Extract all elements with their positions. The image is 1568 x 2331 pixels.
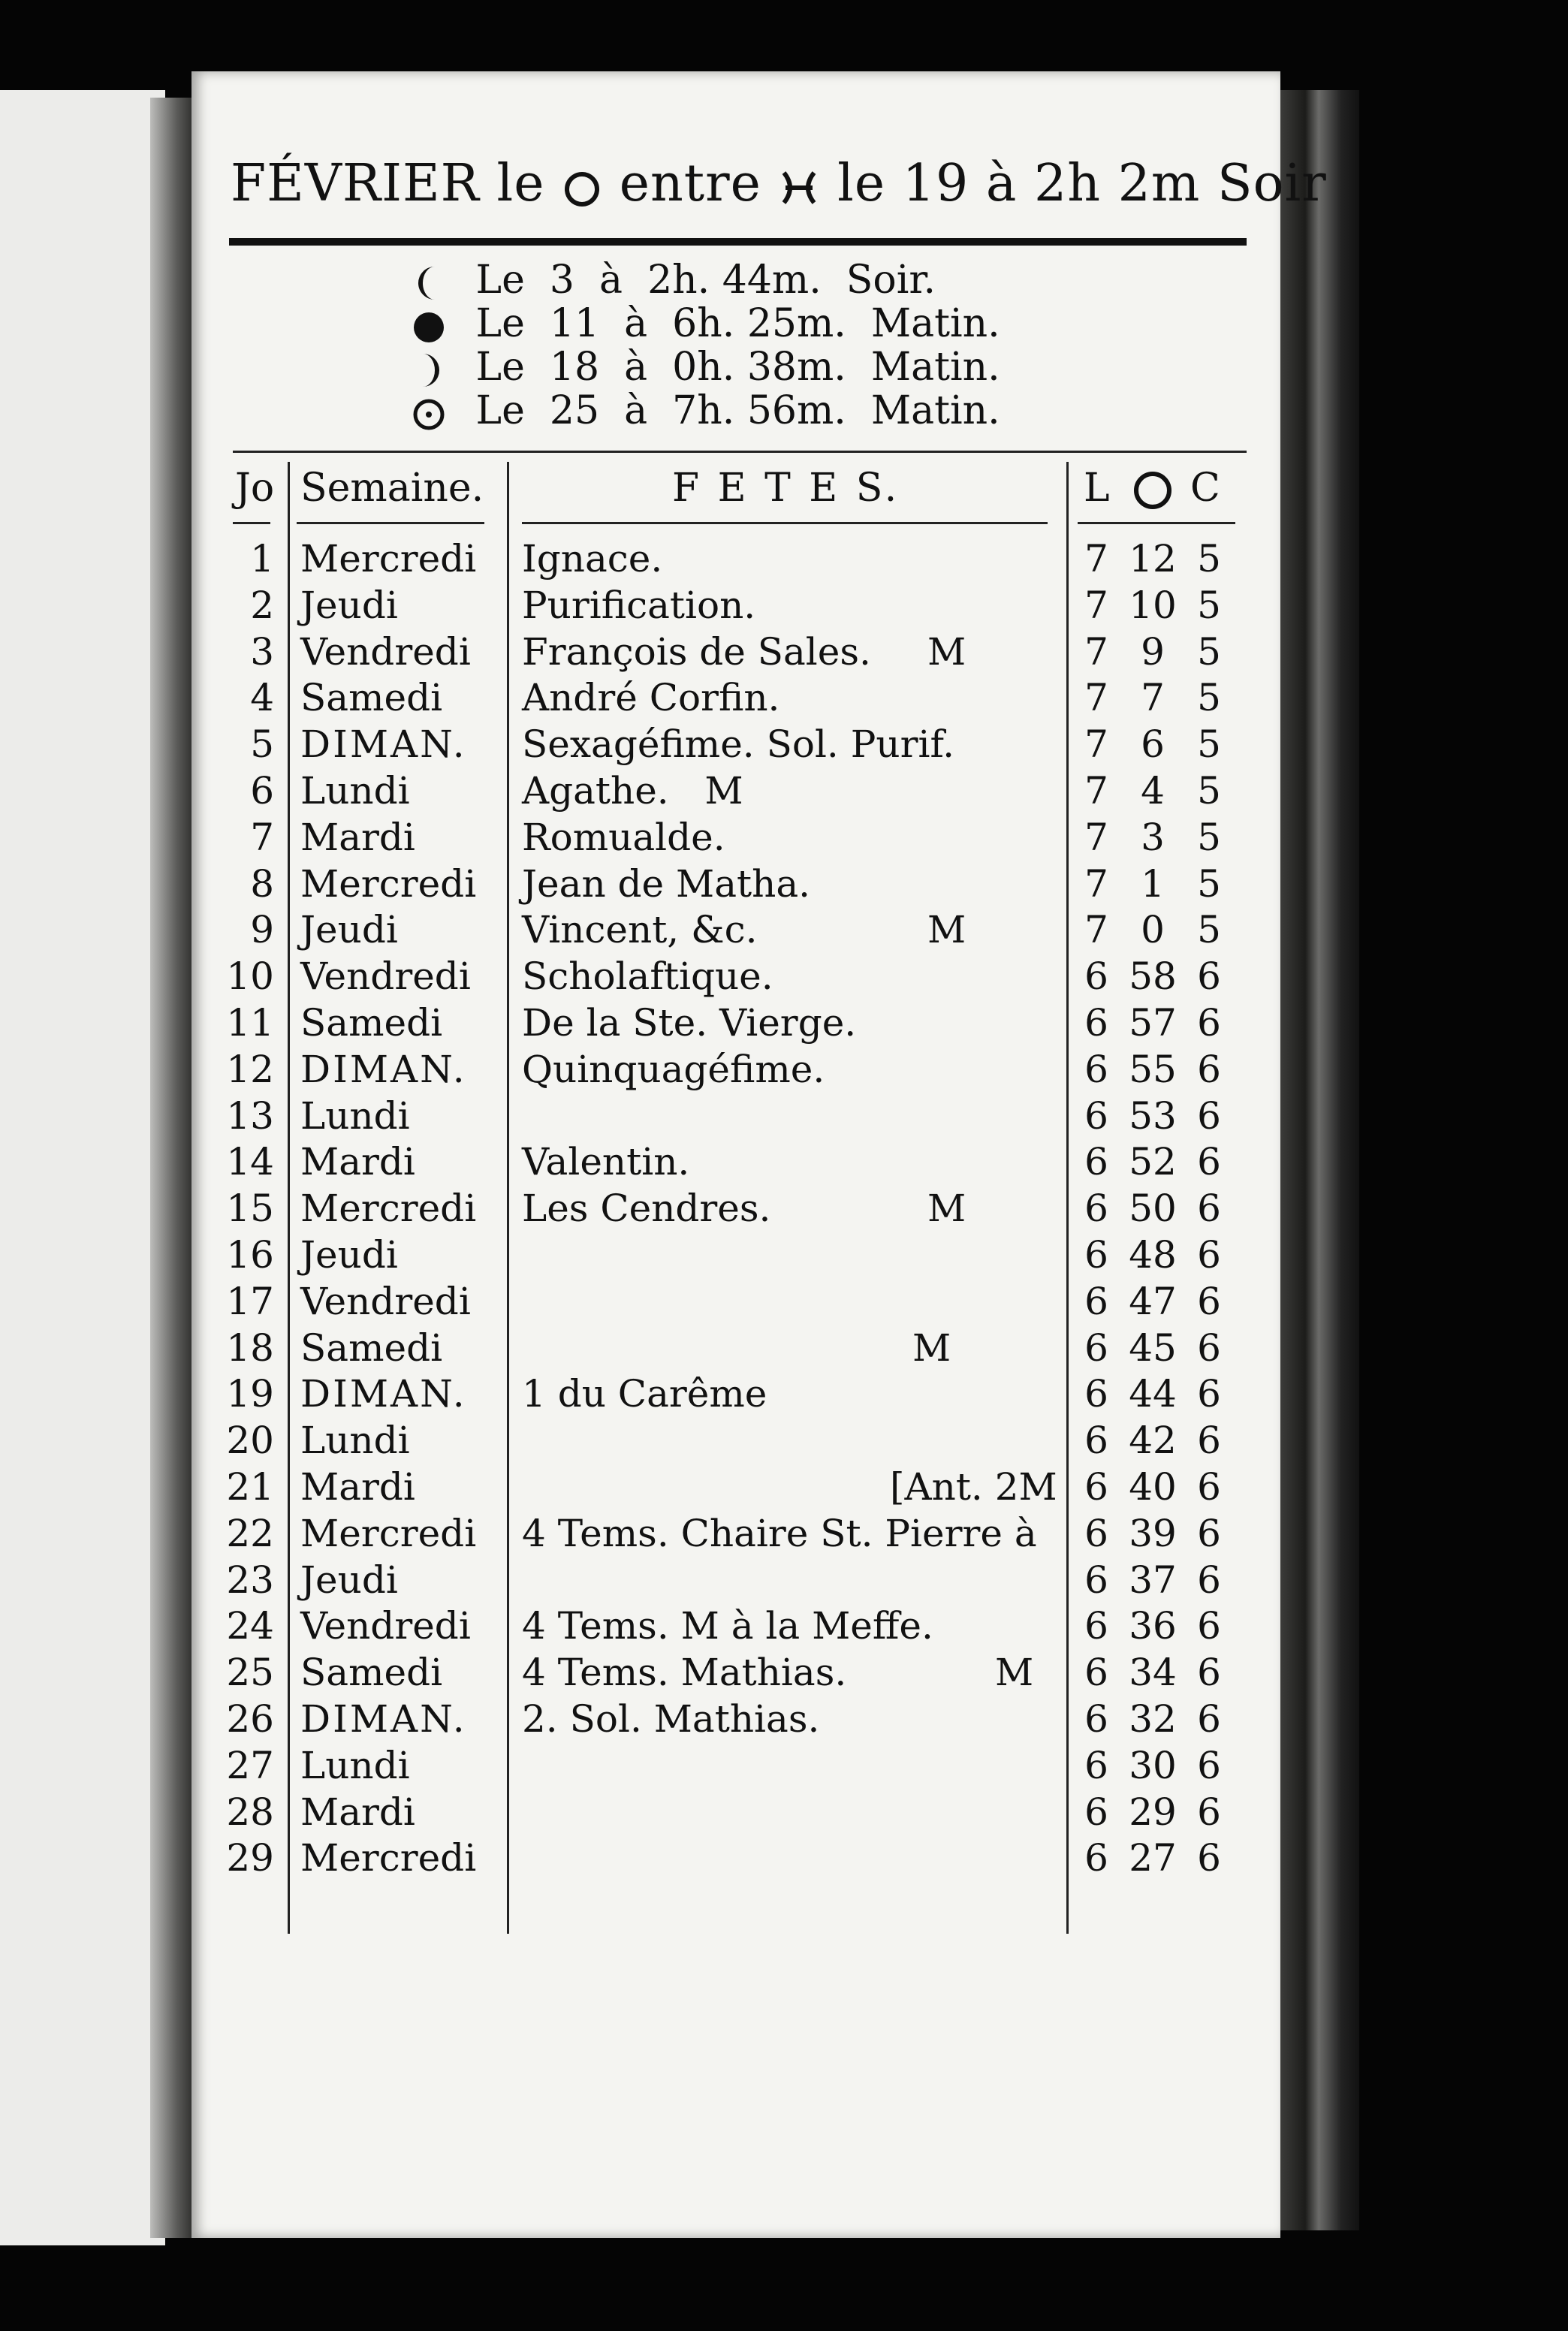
feast-text: De la Ste. Vierge. bbox=[522, 1001, 857, 1045]
feast-text: M bbox=[912, 1325, 951, 1370]
feast-text: Romualde. bbox=[522, 815, 725, 859]
feast-text: Ignace. bbox=[522, 537, 663, 580]
column-c-value: 6 bbox=[1197, 1836, 1221, 1880]
day-number: 15 bbox=[226, 1187, 274, 1231]
weekday: Mercredi bbox=[300, 1836, 477, 1880]
column-c-value: 6 bbox=[1197, 1604, 1221, 1648]
table-row bbox=[191, 1001, 1280, 1048]
weekday: Samedi bbox=[300, 676, 443, 720]
column-c-value: 5 bbox=[1197, 537, 1221, 580]
weekday: DIMAN. bbox=[300, 722, 467, 767]
sun-column-value: 48 bbox=[1129, 1233, 1177, 1277]
weekday: Lundi bbox=[300, 1743, 410, 1787]
table-row bbox=[191, 1836, 1280, 1883]
column-c-value: 6 bbox=[1197, 1325, 1221, 1370]
day-number: 25 bbox=[226, 1651, 274, 1695]
feast-text: Les Cendres. bbox=[522, 1187, 771, 1231]
column-l-value: 7 bbox=[1084, 629, 1108, 674]
day-number: 29 bbox=[226, 1836, 274, 1880]
sun-column-value: 52 bbox=[1129, 1140, 1177, 1184]
column-c-value: 6 bbox=[1197, 1465, 1221, 1509]
table-row bbox=[191, 1372, 1280, 1419]
table-row bbox=[191, 1419, 1280, 1465]
feast-text: Agathe. M bbox=[522, 769, 743, 813]
table-row bbox=[191, 1187, 1280, 1233]
column-l-value: 6 bbox=[1084, 1325, 1108, 1370]
day-number: 12 bbox=[226, 1047, 274, 1091]
sun-column-value: 9 bbox=[1141, 629, 1165, 674]
first-quarter-moon-icon bbox=[409, 345, 448, 390]
day-number: 14 bbox=[226, 1140, 274, 1184]
column-l-value: 6 bbox=[1084, 1047, 1108, 1091]
day-number: 20 bbox=[226, 1419, 274, 1463]
column-l-value: 6 bbox=[1084, 1187, 1108, 1231]
column-l-value: 6 bbox=[1084, 1233, 1108, 1277]
table-row bbox=[191, 584, 1280, 630]
sun-column-value: 1 bbox=[1141, 861, 1165, 906]
pisces-sign-icon bbox=[778, 167, 820, 209]
day-number: 9 bbox=[250, 908, 274, 952]
column-l-value: 6 bbox=[1084, 1372, 1108, 1416]
moon-phase-row: Le 11 à 6h. 25m. Matin. bbox=[409, 301, 1000, 346]
sun-column-value: 44 bbox=[1129, 1372, 1177, 1416]
feast-text: Sexagéfime. Sol. Purif. bbox=[522, 722, 955, 767]
month-title: FÉVRIER bbox=[231, 154, 480, 213]
column-c-value: 6 bbox=[1197, 1372, 1221, 1416]
column-head-fetes: F E T E S. bbox=[672, 466, 900, 511]
weekday: Lundi bbox=[300, 1419, 410, 1463]
table-row bbox=[191, 1233, 1280, 1280]
feast-text: Quinquagéfime. bbox=[522, 1047, 825, 1091]
column-l-value: 6 bbox=[1084, 1140, 1108, 1184]
feast-text: 4 Tems. M à la Meffe. bbox=[522, 1604, 933, 1648]
sun-circle-icon bbox=[1132, 469, 1174, 511]
column-c-value: 5 bbox=[1197, 629, 1221, 674]
day-number: 27 bbox=[226, 1743, 274, 1787]
column-l-value: 7 bbox=[1084, 676, 1108, 720]
feast-text: François de Sales. bbox=[522, 629, 871, 674]
sun-column-value: 6 bbox=[1141, 722, 1165, 767]
feast-mark: M bbox=[995, 1651, 1034, 1695]
column-head-rule bbox=[522, 522, 1048, 524]
table-row bbox=[191, 769, 1280, 816]
new-moon-icon bbox=[409, 301, 448, 346]
day-number: 4 bbox=[250, 676, 274, 720]
column-c-value: 5 bbox=[1197, 676, 1221, 720]
sun-column-value: 34 bbox=[1129, 1651, 1177, 1695]
column-l-value: 6 bbox=[1084, 1001, 1108, 1045]
weekday: Samedi bbox=[300, 1651, 443, 1695]
moon-phase-row: Le 3 à 2h. 44m. Soir. bbox=[409, 258, 936, 303]
sun-column-value: 29 bbox=[1129, 1790, 1177, 1834]
feast-text: 1 du Carême bbox=[522, 1372, 767, 1416]
feast-text: Valentin. bbox=[522, 1140, 690, 1184]
weekday: Jeudi bbox=[300, 583, 398, 627]
column-l-value: 7 bbox=[1084, 861, 1108, 906]
weekday: Jeudi bbox=[300, 1233, 398, 1277]
column-head-jour: Jo bbox=[235, 466, 275, 511]
column-l-value: 7 bbox=[1084, 908, 1108, 952]
feast-text: 2. Sol. Mathias. bbox=[522, 1697, 820, 1741]
column-c-value: 5 bbox=[1197, 908, 1221, 952]
day-number: 8 bbox=[250, 861, 274, 906]
column-c-value: 6 bbox=[1197, 1093, 1221, 1138]
column-c-value: 6 bbox=[1197, 1651, 1221, 1695]
feast-text: 4 Tems. Mathias. bbox=[522, 1651, 847, 1695]
day-number: 1 bbox=[250, 537, 274, 580]
day-number: 21 bbox=[226, 1465, 274, 1509]
weekday: Jeudi bbox=[300, 1558, 398, 1602]
sun-column-value: 27 bbox=[1129, 1836, 1177, 1880]
table-row bbox=[191, 1094, 1280, 1141]
header-le: le bbox=[496, 154, 545, 213]
weekday: Samedi bbox=[300, 1001, 443, 1045]
moon-phase-row: Le 25 à 7h. 56m. Matin. bbox=[409, 388, 1000, 433]
column-l-value: 7 bbox=[1084, 815, 1108, 859]
weekday: Lundi bbox=[300, 1093, 410, 1138]
column-l-value: 7 bbox=[1084, 769, 1108, 813]
column-l-value: 6 bbox=[1084, 1279, 1108, 1323]
column-l-value: 6 bbox=[1084, 1651, 1108, 1695]
table-row bbox=[191, 1604, 1280, 1651]
day-number: 10 bbox=[226, 954, 274, 999]
feast-text: André Corfin. bbox=[522, 676, 780, 720]
book-gutter bbox=[150, 98, 195, 2238]
weekday: DIMAN. bbox=[300, 1697, 467, 1741]
weekday: DIMAN. bbox=[300, 1372, 467, 1416]
day-number: 6 bbox=[250, 769, 274, 813]
column-l-value: 7 bbox=[1084, 722, 1108, 767]
feast-mark: M bbox=[927, 1187, 966, 1231]
feast-text: Vincent, &c. bbox=[522, 908, 758, 952]
weekday: Mardi bbox=[300, 1140, 415, 1184]
sun-column-value: 47 bbox=[1129, 1279, 1177, 1323]
table-row bbox=[191, 1048, 1280, 1094]
sun-column-value: 55 bbox=[1129, 1047, 1177, 1091]
table-row bbox=[191, 1651, 1280, 1697]
column-l-value: 6 bbox=[1084, 1093, 1108, 1138]
weekday: Mardi bbox=[300, 815, 415, 859]
table-row bbox=[191, 1512, 1280, 1558]
day-number: 17 bbox=[226, 1279, 274, 1323]
weekday: Mercredi bbox=[300, 1511, 477, 1555]
day-number: 3 bbox=[250, 629, 274, 674]
column-l-value: 6 bbox=[1084, 1511, 1108, 1555]
day-number: 18 bbox=[226, 1325, 274, 1370]
sun-column-value: 30 bbox=[1129, 1743, 1177, 1787]
column-c-value: 6 bbox=[1197, 1697, 1221, 1741]
column-l-value: 6 bbox=[1084, 1836, 1108, 1880]
column-c-value: 6 bbox=[1197, 1743, 1221, 1787]
column-l-value: 6 bbox=[1084, 1790, 1108, 1834]
weekday: Mercredi bbox=[300, 861, 477, 906]
facing-page bbox=[0, 90, 165, 2245]
column-c-value: 6 bbox=[1197, 1233, 1221, 1277]
column-l-value: 7 bbox=[1084, 583, 1108, 627]
day-number: 23 bbox=[226, 1558, 274, 1602]
day-number: 5 bbox=[250, 722, 274, 767]
sun-column-value: 3 bbox=[1141, 815, 1165, 859]
table-row bbox=[191, 1697, 1280, 1744]
sun-column-value: 10 bbox=[1129, 583, 1177, 627]
almanac-page bbox=[191, 71, 1327, 2238]
sun-column-value: 0 bbox=[1141, 908, 1165, 952]
table-row bbox=[191, 722, 1280, 769]
column-c-value: 6 bbox=[1197, 1790, 1221, 1834]
sun-column-value: 57 bbox=[1129, 1001, 1177, 1045]
day-number: 19 bbox=[226, 1372, 274, 1416]
table-row bbox=[191, 630, 1280, 677]
table-row bbox=[191, 954, 1280, 1001]
column-c-value: 6 bbox=[1197, 1558, 1221, 1602]
header-sun-entry: le 19 à 2h 2m Soir bbox=[837, 154, 1327, 213]
column-l-value: 6 bbox=[1084, 1697, 1108, 1741]
day-number: 7 bbox=[250, 815, 274, 859]
book-page-edges bbox=[1269, 90, 1359, 2230]
column-l-value: 6 bbox=[1084, 954, 1108, 999]
weekday: Mardi bbox=[300, 1465, 415, 1509]
weekday: Lundi bbox=[300, 769, 410, 813]
column-c-value: 5 bbox=[1197, 815, 1221, 859]
table-row bbox=[191, 676, 1280, 722]
table-row bbox=[191, 908, 1280, 954]
day-number: 13 bbox=[226, 1093, 274, 1138]
table-row bbox=[191, 1280, 1280, 1326]
column-l-value: 6 bbox=[1084, 1465, 1108, 1509]
column-head-l: L bbox=[1084, 466, 1110, 511]
column-l-value: 6 bbox=[1084, 1604, 1108, 1648]
feast-mark: M bbox=[927, 629, 966, 674]
day-number: 22 bbox=[226, 1511, 274, 1555]
column-c-value: 5 bbox=[1197, 722, 1221, 767]
table-row bbox=[191, 1465, 1280, 1512]
sun-column-value: 40 bbox=[1129, 1465, 1177, 1509]
table-row bbox=[191, 816, 1280, 862]
day-number: 26 bbox=[226, 1697, 274, 1741]
table-row bbox=[191, 537, 1280, 584]
feast-mark: M bbox=[927, 908, 966, 952]
column-head-rule bbox=[233, 522, 270, 524]
day-number: 28 bbox=[226, 1790, 274, 1834]
weekday: Vendredi bbox=[300, 954, 471, 999]
weekday: Mardi bbox=[300, 1790, 415, 1834]
feast-text: Scholaftique. bbox=[522, 954, 773, 999]
column-c-value: 6 bbox=[1197, 1140, 1221, 1184]
column-c-value: 6 bbox=[1197, 1187, 1221, 1231]
column-c-value: 5 bbox=[1197, 769, 1221, 813]
weekday: Vendredi bbox=[300, 1604, 471, 1648]
feast-text: [Ant. 2M bbox=[890, 1465, 1057, 1509]
sun-circle-icon bbox=[562, 167, 602, 208]
sun-column-value: 39 bbox=[1129, 1511, 1177, 1555]
table-row bbox=[191, 1326, 1280, 1373]
column-l-value: 6 bbox=[1084, 1558, 1108, 1602]
sun-column-value: 36 bbox=[1129, 1604, 1177, 1648]
day-number: 16 bbox=[226, 1233, 274, 1277]
column-c-value: 5 bbox=[1197, 583, 1221, 627]
table-row bbox=[191, 1790, 1280, 1837]
column-c-value: 6 bbox=[1197, 1279, 1221, 1323]
column-c-value: 5 bbox=[1197, 861, 1221, 906]
sun-column-value: 7 bbox=[1141, 676, 1165, 720]
column-c-value: 6 bbox=[1197, 954, 1221, 999]
weekday: Samedi bbox=[300, 1325, 443, 1370]
column-head-rule bbox=[1078, 522, 1235, 524]
weekday: Mercredi bbox=[300, 537, 477, 580]
weekday: DIMAN. bbox=[300, 1047, 467, 1091]
sun-column-value: 12 bbox=[1129, 537, 1177, 580]
table-row bbox=[191, 1744, 1280, 1790]
weekday: Jeudi bbox=[300, 908, 398, 952]
column-c-value: 6 bbox=[1197, 1001, 1221, 1045]
sun-column-value: 42 bbox=[1129, 1419, 1177, 1463]
day-number: 24 bbox=[226, 1604, 274, 1648]
column-c-value: 6 bbox=[1197, 1047, 1221, 1091]
column-head-semaine: Semaine. bbox=[300, 466, 484, 511]
column-l-value: 6 bbox=[1084, 1743, 1108, 1787]
sun-column-value: 50 bbox=[1129, 1187, 1177, 1231]
column-c-value: 6 bbox=[1197, 1419, 1221, 1463]
feast-text: 4 Tems. Chaire St. Pierre à bbox=[522, 1511, 1037, 1555]
feast-text: Jean de Matha. bbox=[522, 861, 811, 906]
full-moon-icon bbox=[409, 388, 448, 433]
sun-column-value: 45 bbox=[1129, 1325, 1177, 1370]
header-rule bbox=[229, 238, 1247, 246]
table-row bbox=[191, 862, 1280, 909]
weekday: Mercredi bbox=[300, 1187, 477, 1231]
sun-column-value: 4 bbox=[1141, 769, 1165, 813]
table-row bbox=[191, 1558, 1280, 1605]
feast-text: Purification. bbox=[522, 583, 756, 627]
page-header bbox=[231, 154, 1327, 213]
sun-column-value: 53 bbox=[1129, 1093, 1177, 1138]
moon-phase-row: Le 18 à 0h. 38m. Matin. bbox=[409, 345, 1000, 390]
weekday: Vendredi bbox=[300, 629, 471, 674]
column-c-value: 6 bbox=[1197, 1511, 1221, 1555]
table-row bbox=[191, 1140, 1280, 1187]
last-quarter-moon-icon bbox=[409, 258, 448, 303]
day-number: 2 bbox=[250, 583, 274, 627]
sun-column-value: 32 bbox=[1129, 1697, 1177, 1741]
sun-column-value: 58 bbox=[1129, 954, 1177, 999]
table-top-rule bbox=[233, 451, 1247, 453]
day-number: 11 bbox=[226, 1001, 274, 1045]
column-l-value: 7 bbox=[1084, 537, 1108, 580]
column-head-rule bbox=[297, 522, 484, 524]
column-head-c: C bbox=[1190, 466, 1220, 511]
column-l-value: 6 bbox=[1084, 1419, 1108, 1463]
header-entre: entre bbox=[619, 154, 761, 213]
weekday: Vendredi bbox=[300, 1279, 471, 1323]
sun-column-value: 37 bbox=[1129, 1558, 1177, 1602]
